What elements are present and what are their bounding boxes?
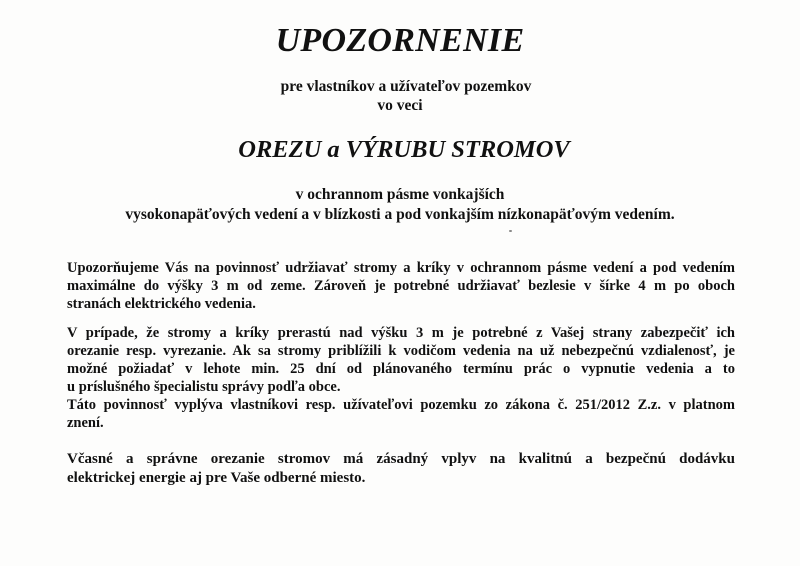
paragraph-line: Táto povinnosť vyplýva vlastníkovi resp. užívateľovi pozemku zo zákona č. 251/2012 Z.z. v platnom	[67, 397, 735, 413]
paragraph-line: Včasné a správne orezanie stromov má zásadný vplyv na kvalitnú a bezpečnú dodávku	[67, 451, 735, 467]
paragraph-obligation	[67, 259, 735, 313]
zone-line: v ochrannom pásme vonkajších	[295, 186, 505, 203]
zone-line: vysokonapäťových vedení a v blízkosti a pod vonkajším nízkonapäťovým vedením.	[125, 206, 675, 223]
paragraph-line: V prípade, že stromy a kríky prerastú nad výšku 3 m je potrebné z Vašej strany zabezpečiť ich	[67, 325, 735, 341]
paragraph-line: u príslušného špecialistu správy podľa obce.	[67, 379, 341, 395]
subtitle-line: vo veci	[377, 97, 423, 114]
scan-speck	[509, 230, 512, 232]
paragraph-line: stranách elektrického vedenia.	[67, 296, 256, 312]
paragraph-procedure	[67, 324, 735, 432]
subtitle-line: pre vlastníkov a užívateľov pozemkov	[280, 78, 532, 95]
paragraph-line: orezanie resp. vyrezanie. Ak sa stromy priblížili k vodičom vedenia na už nebezpečnú vzdialenosť, je	[67, 343, 735, 359]
paragraph-line: elektrickej energie aj pre Vaše odberné miesto.	[67, 470, 366, 486]
document-heading: OREZU a VÝRUBU STROMOV	[238, 136, 570, 163]
paragraph-line: maximálne do výšky 3 m od zeme. Zároveň je potrebné udržiavať bezlesie v šírke 4 m po oboch	[67, 278, 735, 294]
paragraph-line: možné požiadať v lehote min. 25 dní od plánovaného termínu prác o vypnutie vedenia a to	[67, 361, 735, 377]
paragraph-line: znení.	[67, 415, 104, 431]
paragraph-line: Upozorňujeme Vás na povinnosť udržiavať stromy a kríky v ochrannom pásme vedení a pod vedením	[67, 260, 735, 276]
document-title: UPOZORNENIE	[275, 22, 525, 59]
paragraph-closing	[67, 450, 735, 488]
